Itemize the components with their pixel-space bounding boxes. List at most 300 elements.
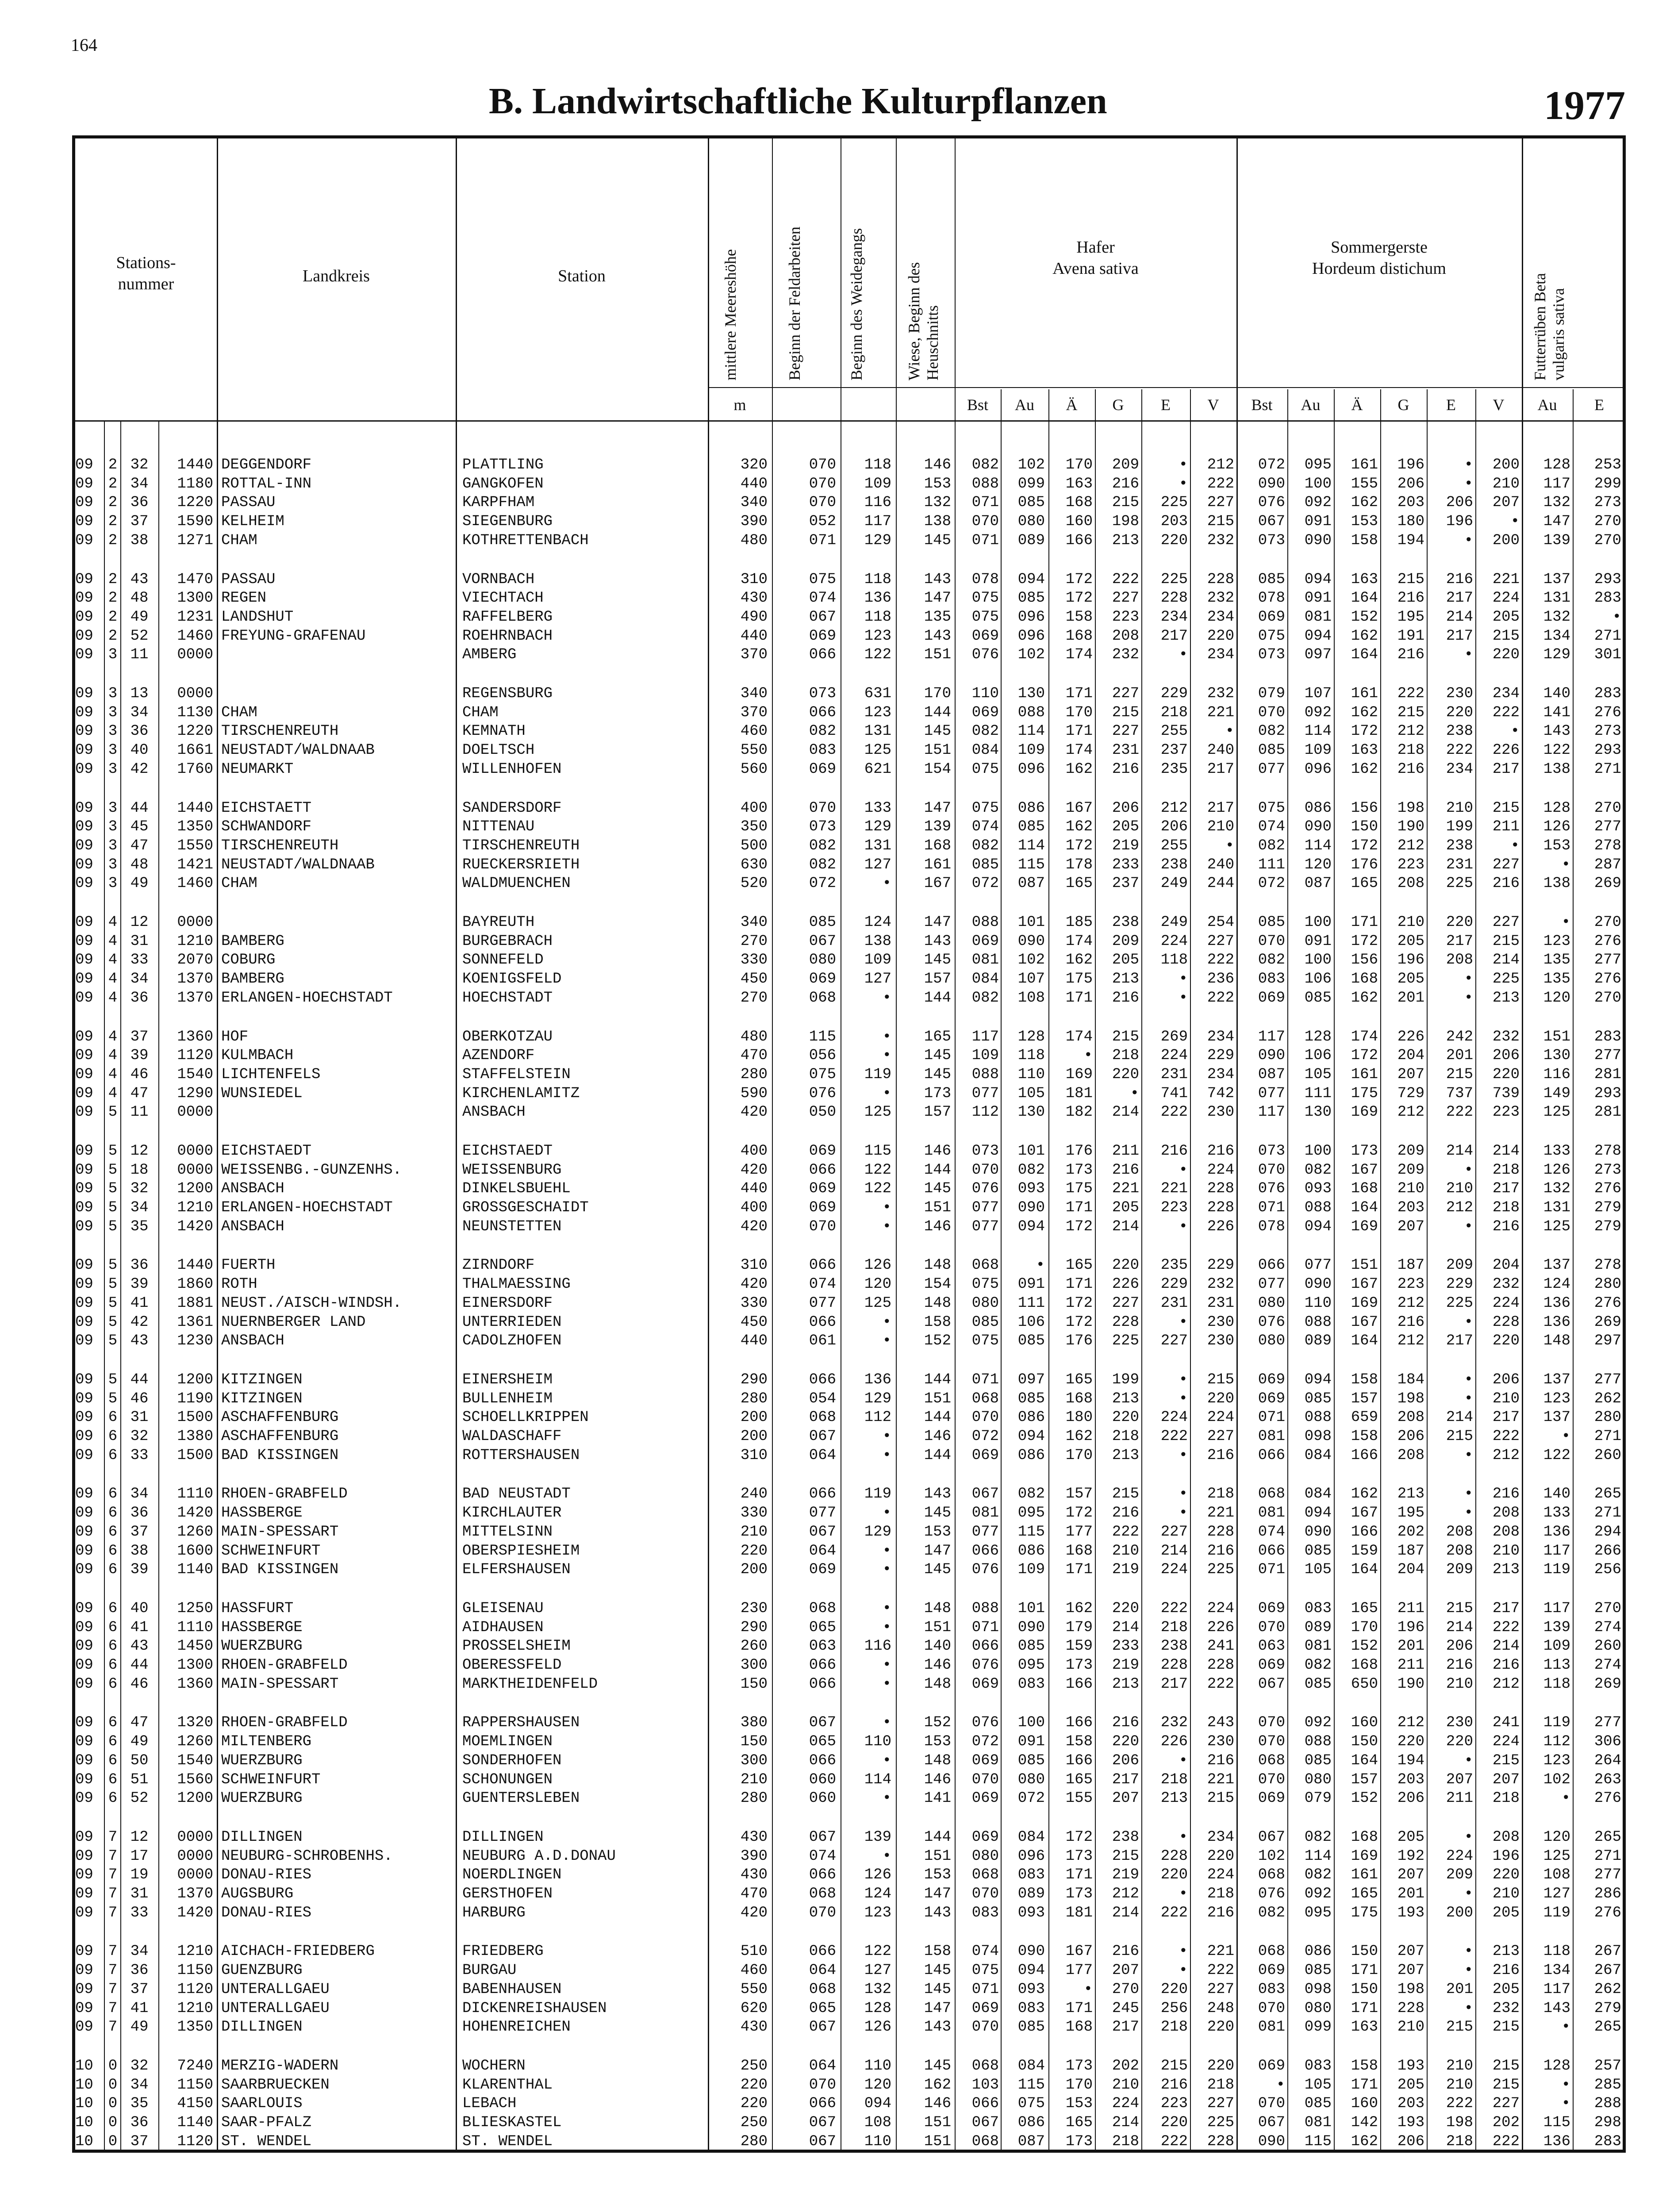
cell-stn-no: 31 <box>130 1409 149 1426</box>
cell-gerste-g: 196 <box>1397 457 1424 473</box>
cell-stn-no: 44 <box>130 1371 149 1388</box>
cell-hafer-v: 227 <box>1207 494 1234 511</box>
cell-hafer-bst: 084 <box>971 742 999 759</box>
cell-stn-sub: 4 <box>108 952 118 968</box>
cell-gerste-v: 213 <box>1492 990 1520 1006</box>
cell-hafer-au: 088 <box>1017 704 1045 721</box>
cell-stn-sub: 0 <box>108 2058 118 2074</box>
cell-gerste-v: 214 <box>1492 1143 1520 1160</box>
cell-hafer-e: 212 <box>1160 800 1188 817</box>
cell-hafer-v: 243 <box>1207 1714 1234 1731</box>
cell-stn-region: 09 <box>75 1524 93 1540</box>
cell-landkreis: BAMBERG <box>221 933 284 950</box>
cell-rueben-au: 120 <box>1543 990 1570 1006</box>
page-title: B. Landwirtschaftliche Kulturpflanzen <box>489 81 1107 122</box>
cell-hafer-bst: 075 <box>971 1276 999 1293</box>
cell-gerste-ae: 172 <box>1351 1047 1378 1064</box>
cell-grazing: 128 <box>864 2000 891 2017</box>
cell-gerste-g: 208 <box>1397 1447 1424 1464</box>
cell-gerste-v: 210 <box>1492 1543 1520 1559</box>
cell-rueben-au: 113 <box>1543 1657 1570 1674</box>
cell-hafer-v: 222 <box>1207 1676 1234 1693</box>
cell-stn-region: 09 <box>75 1390 93 1407</box>
cell-landkreis: KULMBACH <box>221 1047 294 1064</box>
cell-grazing: 126 <box>864 1257 891 1274</box>
cell-station: ROEHRNBACH <box>462 628 553 645</box>
cell-field-work: 064 <box>809 2058 836 2074</box>
cell-landkreis: ASCHAFFENBURG <box>221 1409 339 1426</box>
cell-rueben-au: 143 <box>1543 2000 1570 2017</box>
cell-station: WEISSENBURG <box>462 1162 562 1179</box>
cell-stn-region: 09 <box>75 1314 93 1331</box>
cell-gerste-ae: 164 <box>1351 590 1378 607</box>
cell-grazing: 133 <box>864 800 891 817</box>
cell-gerste-bst: 102 <box>1258 1848 1285 1865</box>
cell-gerste-g: 210 <box>1397 2019 1424 2035</box>
cell-stn-code: 1220 <box>177 723 213 740</box>
cell-hafer-g: 231 <box>1112 742 1139 759</box>
cell-stn-sub: 6 <box>108 1486 118 1502</box>
cell-hafer-ae: 172 <box>1065 571 1093 588</box>
cell-hafer-v: 230 <box>1207 1733 1234 1750</box>
cell-gerste-g: 195 <box>1397 1505 1424 1521</box>
page-number: 164 <box>71 35 97 55</box>
cell-gerste-e: • <box>1464 1943 1473 1960</box>
cell-hafer-au: 085 <box>1017 818 1045 835</box>
cell-gerste-bst: 087 <box>1258 1066 1285 1083</box>
cell-field-work: 066 <box>809 1676 836 1693</box>
cell-stn-sub: 0 <box>108 2095 118 2112</box>
cell-gerste-v: 200 <box>1492 457 1520 473</box>
cell-stn-sub: 5 <box>108 1104 118 1121</box>
cell-gerste-v: • <box>1510 513 1520 530</box>
cell-hay: 146 <box>924 1143 951 1160</box>
cell-hafer-au: 085 <box>1017 590 1045 607</box>
cell-hafer-e: 220 <box>1160 1866 1188 1883</box>
cell-field-work: 060 <box>809 1790 836 1807</box>
cell-rueben-e: 294 <box>1594 1524 1621 1540</box>
cell-rueben-au: 136 <box>1543 1314 1570 1331</box>
cell-stn-no: 47 <box>130 837 149 854</box>
table-row <box>0 1637 1670 1655</box>
cell-station: VORNBACH <box>462 571 535 588</box>
cell-landkreis: HASSBERGE <box>221 1505 303 1521</box>
cell-stn-code: 1320 <box>177 1714 213 1731</box>
cell-station: GROSSGESCHAIDT <box>462 1199 589 1216</box>
cell-gerste-ae: 150 <box>1351 1733 1378 1750</box>
cell-hafer-v: 232 <box>1207 590 1234 607</box>
cell-stn-region: 09 <box>75 457 93 473</box>
cell-gerste-e: 217 <box>1446 1333 1473 1349</box>
cell-grazing: • <box>882 875 891 892</box>
cell-grazing: 124 <box>864 914 891 931</box>
cell-hafer-g: 219 <box>1112 1866 1139 1883</box>
cell-station: VIECHTACH <box>462 590 544 607</box>
cell-hafer-au: 096 <box>1017 1848 1045 1865</box>
cell-stn-no: 42 <box>130 1314 149 1331</box>
cell-gerste-g: 210 <box>1397 914 1424 931</box>
cell-station: CHAM <box>462 704 499 721</box>
cell-gerste-au: 086 <box>1304 1943 1332 1960</box>
cell-gerste-bst: 063 <box>1258 1638 1285 1655</box>
cell-gerste-e: • <box>1464 1962 1473 1979</box>
cell-field-work: 073 <box>809 818 836 835</box>
cell-gerste-v: 210 <box>1492 1886 1520 1902</box>
cell-gerste-ae: 163 <box>1351 2019 1378 2035</box>
cell-hafer-g: 205 <box>1112 952 1139 968</box>
cell-rueben-au: 122 <box>1543 742 1570 759</box>
table-row <box>0 627 1670 645</box>
cell-stn-no: 37 <box>130 513 149 530</box>
cell-hafer-g: 199 <box>1112 1371 1139 1388</box>
cell-hafer-v: 215 <box>1207 1790 1234 1807</box>
cell-station: PROSSELSHEIM <box>462 1638 571 1655</box>
cell-gerste-au: 089 <box>1304 1619 1332 1636</box>
cell-gerste-e: 211 <box>1446 1790 1473 1807</box>
cell-station: BURGAU <box>462 1962 517 1979</box>
cell-stn-sub: 0 <box>108 2114 118 2131</box>
cell-station: OBERKOTZAU <box>462 1029 553 1045</box>
cell-hafer-au: 096 <box>1017 761 1045 778</box>
cell-gerste-v: 200 <box>1492 532 1520 549</box>
cell-landkreis: KELHEIM <box>221 513 284 530</box>
cell-hay: 141 <box>924 1790 951 1807</box>
cell-stn-sub: 7 <box>108 1829 118 1846</box>
cell-rueben-au: • <box>1561 2019 1570 2035</box>
cell-hafer-e: • <box>1179 1962 1188 1979</box>
cell-gerste-ae: 158 <box>1351 1428 1378 1445</box>
cell-landkreis: DILLINGEN <box>221 1829 303 1846</box>
cell-station: BLIESKASTEL <box>462 2114 562 2131</box>
cell-hafer-v: 226 <box>1207 1619 1234 1636</box>
cell-height: 440 <box>740 1333 768 1349</box>
cell-station: DICKENREISHAUSEN <box>462 2000 607 2017</box>
cell-station: BAD NEUSTADT <box>462 1486 571 1502</box>
cell-hafer-e: • <box>1179 1162 1188 1179</box>
cell-gerste-g: 213 <box>1397 1486 1424 1502</box>
cell-rueben-e: 270 <box>1594 914 1621 931</box>
cell-gerste-e: • <box>1464 1486 1473 1502</box>
cell-hafer-e: 255 <box>1160 723 1188 740</box>
cell-gerste-bst: 085 <box>1258 742 1285 759</box>
cell-stn-region: 09 <box>75 1505 93 1521</box>
cell-hafer-v: 221 <box>1207 1505 1234 1521</box>
cell-hafer-e: • <box>1179 1829 1188 1846</box>
cell-hafer-g: 214 <box>1112 1104 1139 1121</box>
cell-station: KOTHRETTENBACH <box>462 532 589 549</box>
cell-hafer-g: 215 <box>1112 1029 1139 1045</box>
cell-hafer-bst: 082 <box>971 723 999 740</box>
cell-landkreis: BAD KISSINGEN <box>221 1447 339 1464</box>
cell-hafer-e: • <box>1179 646 1188 663</box>
cell-hafer-ae: 181 <box>1065 1085 1093 1102</box>
cell-stn-code: 1130 <box>177 704 213 721</box>
cell-gerste-e: 218 <box>1446 2133 1473 2150</box>
table-row <box>0 1942 1670 1961</box>
cell-gerste-ae: 171 <box>1351 1962 1378 1979</box>
cell-rueben-au: 125 <box>1543 1848 1570 1865</box>
cell-gerste-au: 098 <box>1304 1428 1332 1445</box>
cell-gerste-e: 224 <box>1446 1848 1473 1865</box>
cell-landkreis: ERLANGEN-HOECHSTADT <box>221 1199 393 1216</box>
cell-hafer-bst: 075 <box>971 609 999 626</box>
cell-stn-region: 09 <box>75 1943 93 1960</box>
cell-hafer-e: 225 <box>1160 494 1188 511</box>
cell-landkreis: TIRSCHENREUTH <box>221 837 339 854</box>
cell-hay: 154 <box>924 761 951 778</box>
cell-stn-region: 09 <box>75 1543 93 1559</box>
table-row <box>0 2113 1670 2132</box>
cell-hafer-e: 228 <box>1160 1848 1188 1865</box>
cell-hafer-bst: 067 <box>971 1486 999 1502</box>
cell-rueben-au: 125 <box>1543 1218 1570 1235</box>
cell-height: 440 <box>740 628 768 645</box>
cell-height: 460 <box>740 723 768 740</box>
cell-gerste-e: 214 <box>1446 1409 1473 1426</box>
cell-gerste-au: 100 <box>1304 914 1332 931</box>
cell-gerste-bst: 075 <box>1258 628 1285 645</box>
cell-gerste-bst: 082 <box>1258 723 1285 740</box>
cell-landkreis: NEUST./AISCH-WINDSH. <box>221 1295 402 1312</box>
cell-gerste-v: 213 <box>1492 1943 1520 1960</box>
cell-station: GERSTHOFEN <box>462 1886 553 1902</box>
cell-rueben-au: 138 <box>1543 761 1570 778</box>
header-hay: Wiese, Beginn des Heuschnitts <box>905 262 941 380</box>
cell-station: BABENHAUSEN <box>462 1981 562 1998</box>
cell-grazing: 131 <box>864 837 891 854</box>
cell-field-work: 066 <box>809 1162 836 1179</box>
cell-gerste-e: • <box>1464 457 1473 473</box>
cell-stn-region: 09 <box>75 1561 93 1578</box>
cell-hafer-v: 232 <box>1207 1276 1234 1293</box>
cell-hafer-e: 220 <box>1160 532 1188 549</box>
cell-field-work: 068 <box>809 1981 836 1998</box>
cell-stn-no: 49 <box>130 609 149 626</box>
cell-height: 390 <box>740 1848 768 1865</box>
cell-stn-no: 11 <box>130 646 149 663</box>
cell-hay: 145 <box>924 2058 951 2074</box>
cell-hafer-e: 222 <box>1160 1104 1188 1121</box>
cell-field-work: 069 <box>809 628 836 645</box>
cell-gerste-au: 090 <box>1304 1276 1332 1293</box>
cell-stn-region: 09 <box>75 1257 93 1274</box>
cell-hafer-ae: 169 <box>1065 1066 1093 1083</box>
cell-hay: 145 <box>924 1066 951 1083</box>
cell-gerste-au: 114 <box>1304 1848 1332 1865</box>
cell-hay: 147 <box>924 2000 951 2017</box>
cell-hafer-v: 221 <box>1207 1771 1234 1788</box>
cell-hafer-v: 234 <box>1207 646 1234 663</box>
cell-station: BAYREUTH <box>462 914 535 931</box>
cell-gerste-au: 114 <box>1304 723 1332 740</box>
cell-grazing: 126 <box>864 2019 891 2035</box>
cell-field-work: 056 <box>809 1047 836 1064</box>
cell-stn-no: 34 <box>130 704 149 721</box>
cell-gerste-g: 216 <box>1397 1314 1424 1331</box>
cell-stn-no: 49 <box>130 2019 149 2035</box>
cell-landkreis: ANSBACH <box>221 1218 284 1235</box>
header-gerste: Sommergerste Hordeum distichum <box>1312 238 1446 278</box>
cell-gerste-v: 206 <box>1492 1047 1520 1064</box>
cell-gerste-bst: 070 <box>1258 704 1285 721</box>
cell-gerste-au: 099 <box>1304 2019 1332 2035</box>
cell-height: 290 <box>740 1619 768 1636</box>
cell-hafer-au: 107 <box>1017 971 1045 987</box>
cell-rueben-au: 137 <box>1543 1409 1570 1426</box>
cell-hafer-au: 083 <box>1017 1866 1045 1883</box>
cell-hay: 146 <box>924 1428 951 1445</box>
cell-rueben-e: 306 <box>1594 1733 1621 1750</box>
cell-hafer-e: 218 <box>1160 1619 1188 1636</box>
cell-station: SCHOELLKRIPPEN <box>462 1409 589 1426</box>
cell-hafer-v: 215 <box>1207 1371 1234 1388</box>
table-row <box>0 2132 1670 2151</box>
cell-hafer-ae: 176 <box>1065 1333 1093 1349</box>
cell-stn-no: 13 <box>130 685 149 702</box>
cell-gerste-e: • <box>1464 990 1473 1006</box>
cell-landkreis: CHAM <box>221 704 257 721</box>
cell-grazing: • <box>882 1676 891 1693</box>
cell-hafer-bst: 068 <box>971 2133 999 2150</box>
cell-hafer-e: 255 <box>1160 837 1188 854</box>
cell-hay: 151 <box>924 2114 951 2131</box>
cell-height: 490 <box>740 609 768 626</box>
cell-hafer-e: 229 <box>1160 685 1188 702</box>
cell-landkreis: BAMBERG <box>221 971 284 987</box>
cell-hafer-g: 218 <box>1112 1428 1139 1445</box>
cell-hafer-g: 220 <box>1112 1066 1139 1083</box>
cell-field-work: 065 <box>809 1619 836 1636</box>
cell-gerste-e: 242 <box>1446 1029 1473 1045</box>
cell-gerste-g: 203 <box>1397 1771 1424 1788</box>
cell-hafer-g: 216 <box>1112 1162 1139 1179</box>
cell-stn-sub: 0 <box>108 2077 118 2093</box>
cell-hafer-ae: 172 <box>1065 590 1093 607</box>
cell-gerste-ae: 150 <box>1351 1981 1378 1998</box>
cell-field-work: 069 <box>809 761 836 778</box>
cell-gerste-v: 215 <box>1492 2019 1520 2035</box>
cell-station: EINERSDORF <box>462 1295 553 1312</box>
cell-hafer-v: 216 <box>1207 1905 1234 1921</box>
cell-rueben-e: 273 <box>1594 494 1621 511</box>
cell-hafer-e: 218 <box>1160 2019 1188 2035</box>
cell-hafer-e: • <box>1179 1486 1188 1502</box>
cell-stn-sub: 2 <box>108 494 118 511</box>
cell-gerste-au: 082 <box>1304 1866 1332 1883</box>
cell-gerste-bst: 073 <box>1258 532 1285 549</box>
cell-hafer-bst: 070 <box>971 1409 999 1426</box>
cell-gerste-bst: 067 <box>1258 1829 1285 1846</box>
cell-hafer-v: 234 <box>1207 1829 1234 1846</box>
cell-stn-code: 0000 <box>177 685 213 702</box>
cell-field-work: 066 <box>809 1866 836 1883</box>
cell-landkreis: ANSBACH <box>221 1180 284 1197</box>
cell-hafer-g: 216 <box>1112 761 1139 778</box>
cell-hafer-au: 102 <box>1017 457 1045 473</box>
cell-gerste-bst: 071 <box>1258 1561 1285 1578</box>
cell-hafer-g: 219 <box>1112 837 1139 854</box>
cell-rueben-e: 265 <box>1594 2019 1621 2035</box>
cell-gerste-e: • <box>1464 1505 1473 1521</box>
cell-gerste-g: 215 <box>1397 571 1424 588</box>
cell-gerste-v: 216 <box>1492 1962 1520 1979</box>
cell-stn-sub: 3 <box>108 818 118 835</box>
cell-gerste-v: 217 <box>1492 761 1520 778</box>
cell-gerste-ae: 160 <box>1351 1714 1378 1731</box>
cell-station: WILLENHOFEN <box>462 761 562 778</box>
cell-rueben-e: 270 <box>1594 532 1621 549</box>
cell-stn-code: 0000 <box>177 914 213 931</box>
cell-hafer-g: 233 <box>1112 856 1139 873</box>
cell-gerste-bst: 073 <box>1258 1143 1285 1160</box>
cell-stn-code: 1350 <box>177 2019 213 2035</box>
cell-hafer-au: 097 <box>1017 1371 1045 1388</box>
cell-hafer-au: 090 <box>1017 1943 1045 1960</box>
cell-gerste-au: 120 <box>1304 856 1332 873</box>
cell-stn-code: 1440 <box>177 457 213 473</box>
cell-height: 340 <box>740 685 768 702</box>
cell-hafer-e: 224 <box>1160 1561 1188 1578</box>
cell-gerste-v: 228 <box>1492 1314 1520 1331</box>
cell-stn-code: 1370 <box>177 1886 213 1902</box>
cell-field-work: 075 <box>809 571 836 588</box>
cell-height: 470 <box>740 1886 768 1902</box>
cell-gerste-au: 079 <box>1304 1790 1332 1807</box>
cell-gerste-e: 238 <box>1446 837 1473 854</box>
cell-stn-code: 1271 <box>177 532 213 549</box>
cell-stn-region: 09 <box>75 1676 93 1693</box>
cell-stn-code: 1200 <box>177 1371 213 1388</box>
cell-hafer-e: 232 <box>1160 1714 1188 1731</box>
cell-hafer-e: 249 <box>1160 875 1188 892</box>
cell-stn-no: 48 <box>130 856 149 873</box>
cell-grazing: 125 <box>864 742 891 759</box>
cell-rueben-e: 266 <box>1594 1543 1621 1559</box>
cell-hafer-ae: 172 <box>1065 1295 1093 1312</box>
cell-hafer-g: 228 <box>1112 1314 1139 1331</box>
cell-hafer-au: 114 <box>1017 723 1045 740</box>
cell-hafer-ae: 174 <box>1065 742 1093 759</box>
cell-rueben-e: 271 <box>1594 1848 1621 1865</box>
table-row <box>0 1885 1670 1903</box>
cell-stn-sub: 4 <box>108 1047 118 1064</box>
cell-stn-region: 09 <box>75 1066 93 1083</box>
cell-stn-code: 1460 <box>177 875 213 892</box>
cell-stn-sub: 4 <box>108 933 118 950</box>
cell-gerste-ae: 158 <box>1351 532 1378 549</box>
cell-gerste-v: 220 <box>1492 646 1520 663</box>
cell-station: NOERDLINGEN <box>462 1866 562 1883</box>
cell-hafer-ae: 171 <box>1065 2000 1093 2017</box>
cell-hafer-e: • <box>1179 1505 1188 1521</box>
cell-hafer-au: 115 <box>1017 2077 1045 2093</box>
cell-stn-code: 1290 <box>177 1085 213 1102</box>
cell-gerste-bst: 066 <box>1258 1257 1285 1274</box>
cell-stn-sub: 5 <box>108 1199 118 1216</box>
cell-hafer-v: 236 <box>1207 971 1234 987</box>
cell-hafer-au: 089 <box>1017 532 1045 549</box>
cell-hafer-bst: 076 <box>971 1180 999 1197</box>
cell-station: HARBURG <box>462 1905 526 1921</box>
cell-stn-region: 09 <box>75 685 93 702</box>
cell-hafer-e: 237 <box>1160 742 1188 759</box>
cell-stn-no: 19 <box>130 1866 149 1883</box>
cell-rueben-au: 138 <box>1543 875 1570 892</box>
cell-station: RAPPERSHAUSEN <box>462 1714 580 1731</box>
cell-rueben-au: 132 <box>1543 494 1570 511</box>
cell-height: 550 <box>740 1981 768 1998</box>
cell-station: KARPFHAM <box>462 494 535 511</box>
